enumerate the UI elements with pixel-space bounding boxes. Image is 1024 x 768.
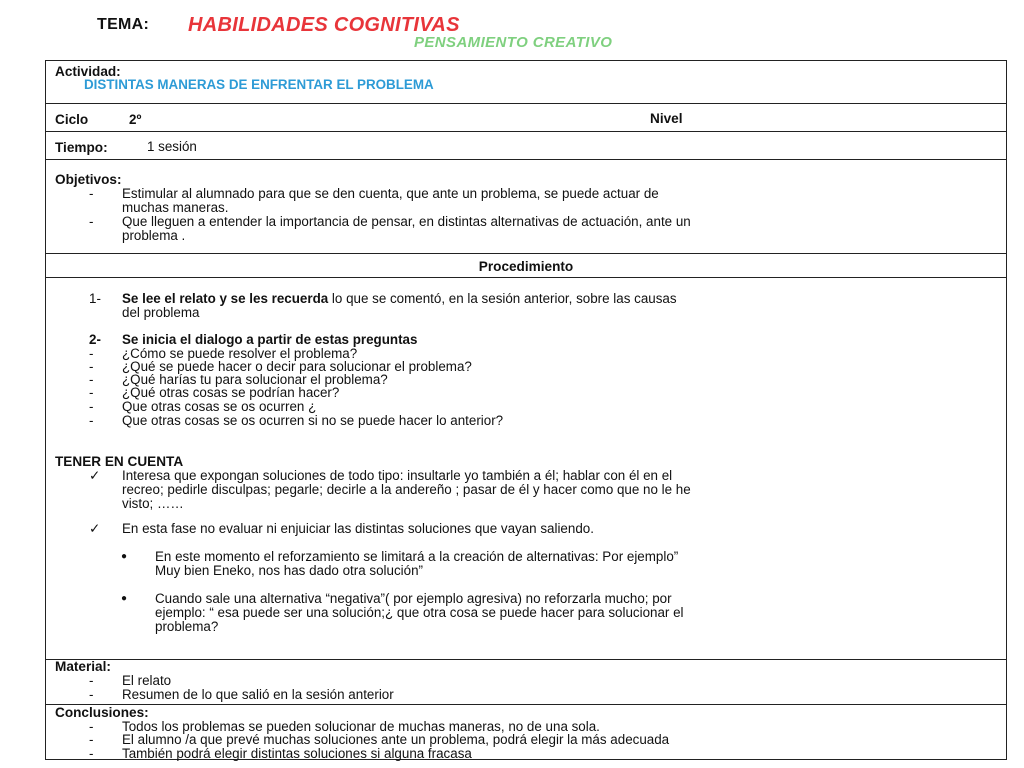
check-icon: ✓	[89, 468, 101, 483]
conclusion-item: También podrá elegir distintas soluciones si alguna fracasa	[122, 746, 472, 761]
bullet-2-line: Cuando sale una alternativa “negativa”( por ejemplo agresiva) no reforzarla mucho; por	[155, 591, 672, 606]
dash: -	[89, 687, 94, 702]
dash: -	[89, 346, 94, 361]
dash: -	[89, 746, 94, 761]
question-item: ¿Cómo se puede resolver el problema?	[122, 346, 358, 361]
question-item: ¿Qué se puede hacer o decir para solucionar el problema?	[122, 359, 472, 374]
divider	[46, 659, 1006, 660]
dash: -	[89, 732, 94, 747]
question-item: Que otras cosas se os ocurren si no se puede hacer lo anterior?	[122, 413, 504, 428]
tema-subtitle: PENSAMIENTO CREATIVO	[414, 34, 613, 51]
conclusion-item: Todos los problemas se pueden solucionar de muchas maneras, no de una sola.	[122, 719, 600, 734]
step-number: 1-	[89, 291, 101, 306]
bullet-1-line: Muy bien Eneko, nos has dado otra solución”	[155, 563, 423, 578]
bullet-2-line: problema?	[155, 619, 219, 634]
step-1-line2: del problema	[122, 305, 200, 320]
dash: -	[89, 214, 94, 229]
dash: -	[89, 399, 94, 414]
tema-label: TEMA:	[97, 16, 150, 33]
nivel-label: Nivel	[650, 111, 683, 126]
material-item: El relato	[122, 673, 172, 688]
dash: -	[89, 186, 94, 201]
actividad-label: Actividad:	[55, 64, 121, 79]
bullet-1-line: En este momento el reforzamiento se limitará a la creación de alternativas: Por ejemplo”	[155, 549, 679, 564]
tiempo-value: 1 sesión	[147, 139, 197, 154]
material-label: Material:	[55, 659, 111, 674]
check-1-line: recreo; pedirle disculpas; pegarle; decirle a la andereño ; pasar de él y hacer como que no le he	[122, 482, 691, 497]
objetivos-label: Objetivos:	[55, 172, 122, 187]
divider	[46, 277, 1006, 278]
check-1-line: visto; ……	[122, 496, 184, 511]
divider	[46, 159, 1006, 160]
question-item: ¿Qué harías tu para solucionar el problema?	[122, 372, 388, 387]
conclusion-item: El alumno /a que prevé muchas soluciones ante un problema, podrá elegir la más adecuada	[122, 732, 670, 747]
step-number: 2-	[89, 332, 101, 347]
check-2-line: En esta fase no evaluar ni enjuiciar las distintas soluciones que vayan saliendo.	[122, 521, 594, 536]
objetivo-line: muchas maneras.	[122, 200, 229, 215]
question-item: ¿Qué otras cosas se podrían hacer?	[122, 385, 340, 400]
bullet-2-line: ejemplo: “ esa puede ser una solución;¿ que otra cosa se puede hacer para solucionar el	[155, 605, 684, 620]
check-icon: ✓	[89, 521, 101, 536]
dash: -	[89, 385, 94, 400]
procedimiento-title: Procedimiento	[478, 259, 574, 274]
objetivo-line: problema .	[122, 228, 186, 243]
bullet-icon: ●	[121, 593, 128, 604]
dash: -	[89, 413, 94, 428]
divider	[46, 253, 1006, 254]
step-1-bold: Se lee el relato y se les recuerda	[122, 291, 329, 306]
tiempo-label: Tiempo:	[55, 140, 108, 155]
tener-title: TENER EN CUENTA	[55, 454, 184, 469]
tema-title: HABILIDADES COGNITIVAS	[188, 14, 460, 36]
dash: -	[89, 673, 94, 688]
step-2-bold: Se inicia el dialogo a partir de estas preguntas	[122, 332, 418, 347]
objetivo-line: Estimular al alumnado para que se den cuenta, que ante un problema, se puede actuar de	[122, 186, 659, 201]
objetivo-line: Que lleguen a entender la importancia de pensar, en distintas alternativas de actuación, ante un	[122, 214, 691, 229]
check-1-line: Interesa que expongan soluciones de todo tipo: insultarle yo también a él; hablar con él en el	[122, 468, 673, 483]
actividad-value: DISTINTAS MANERAS DE ENFRENTAR EL PROBLEMA	[84, 77, 434, 92]
ciclo-label: Ciclo	[55, 112, 89, 127]
divider	[46, 103, 1006, 104]
material-item: Resumen de lo que salió en la sesión anterior	[122, 687, 394, 702]
dash: -	[89, 359, 94, 374]
divider	[46, 704, 1006, 705]
bullet-icon: ●	[121, 551, 128, 562]
divider	[46, 131, 1006, 132]
conclusiones-label: Conclusiones:	[55, 705, 149, 720]
dash: -	[89, 372, 94, 387]
step-1-text	[122, 292, 677, 306]
activity-sheet	[45, 60, 1007, 760]
question-item: Que otras cosas se os ocurren ¿	[122, 399, 317, 414]
step-1-rest: lo que se comentó, en la sesión anterior, sobre las causas	[328, 291, 677, 306]
ciclo-value: 2º	[129, 112, 142, 127]
dash: -	[89, 719, 94, 734]
